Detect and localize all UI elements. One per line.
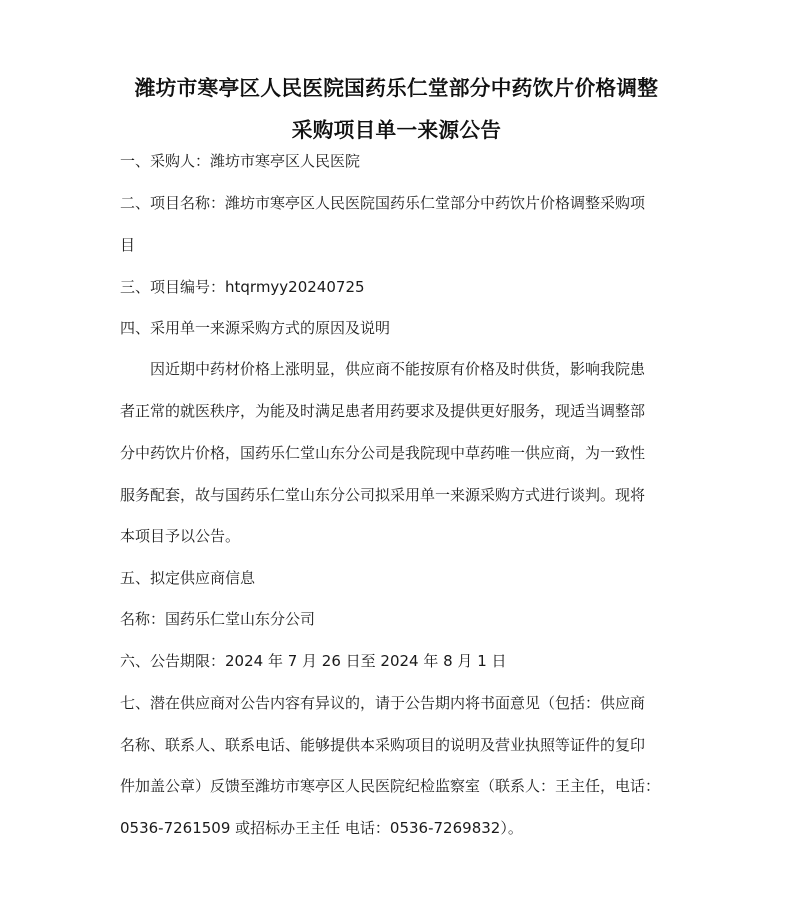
- document-title-line-2: 采购项目单一来源公告: [291, 118, 502, 142]
- project-number-line: 三、项目编号：htqrmyy20240725: [120, 278, 365, 296]
- objection-paragraph-line: 七、潜在供应商对公告内容有异议的，请于公告期内将书面意见（包括：供应商: [120, 694, 646, 712]
- objection-paragraph-line: 件加盖公章）反馈至潍坊市寒亭区人民医院纪检监察室（联系人：王主任，电话：: [120, 777, 661, 795]
- reason-paragraph-line: 分中药饮片价格，国药乐仁堂山东分公司是我院现中草药唯一供应商，为一致性: [120, 444, 646, 462]
- reason-heading: 四、采用单一来源采购方式的原因及说明: [120, 319, 391, 337]
- objection-paragraph-line: 0536-7261509 或招标办王主任 电话：0536-7269832）。: [120, 819, 523, 837]
- notice-period-line: 六、公告期限：2024 年 7 月 26 日至 2024 年 8 月 1 日: [120, 652, 507, 670]
- supplier-name-line: 名称：国药乐仁堂山东分公司: [120, 610, 316, 628]
- reason-paragraph-line: 者正常的就医秩序，为能及时满足患者用药要求及提供更好服务，现适当调整部: [120, 402, 646, 420]
- project-name-line-2: 目: [120, 236, 136, 254]
- reason-paragraph-line: 服务配套，故与国药乐仁堂山东分公司拟采用单一来源采购方式进行谈判。现将: [120, 486, 646, 504]
- reason-paragraph-line: 本项目予以公告。: [120, 527, 241, 545]
- objection-paragraph-line: 名称、联系人、联系电话、能够提供本采购项目的说明及营业执照等证件的复印: [120, 736, 646, 754]
- document-title-line-1: 潍坊市寒亭区人民医院国药乐仁堂部分中药饮片价格调整: [134, 76, 659, 100]
- purchaser-line: 一、采购人：潍坊市寒亭区人民医院: [120, 152, 361, 170]
- project-name-line-1: 二、项目名称：潍坊市寒亭区人民医院国药乐仁堂部分中药饮片价格调整采购项: [120, 194, 646, 212]
- reason-paragraph-line: 因近期中药材价格上涨明显，供应商不能按原有价格及时供货，影响我院患: [150, 360, 646, 378]
- supplier-heading: 五、拟定供应商信息: [120, 569, 256, 587]
